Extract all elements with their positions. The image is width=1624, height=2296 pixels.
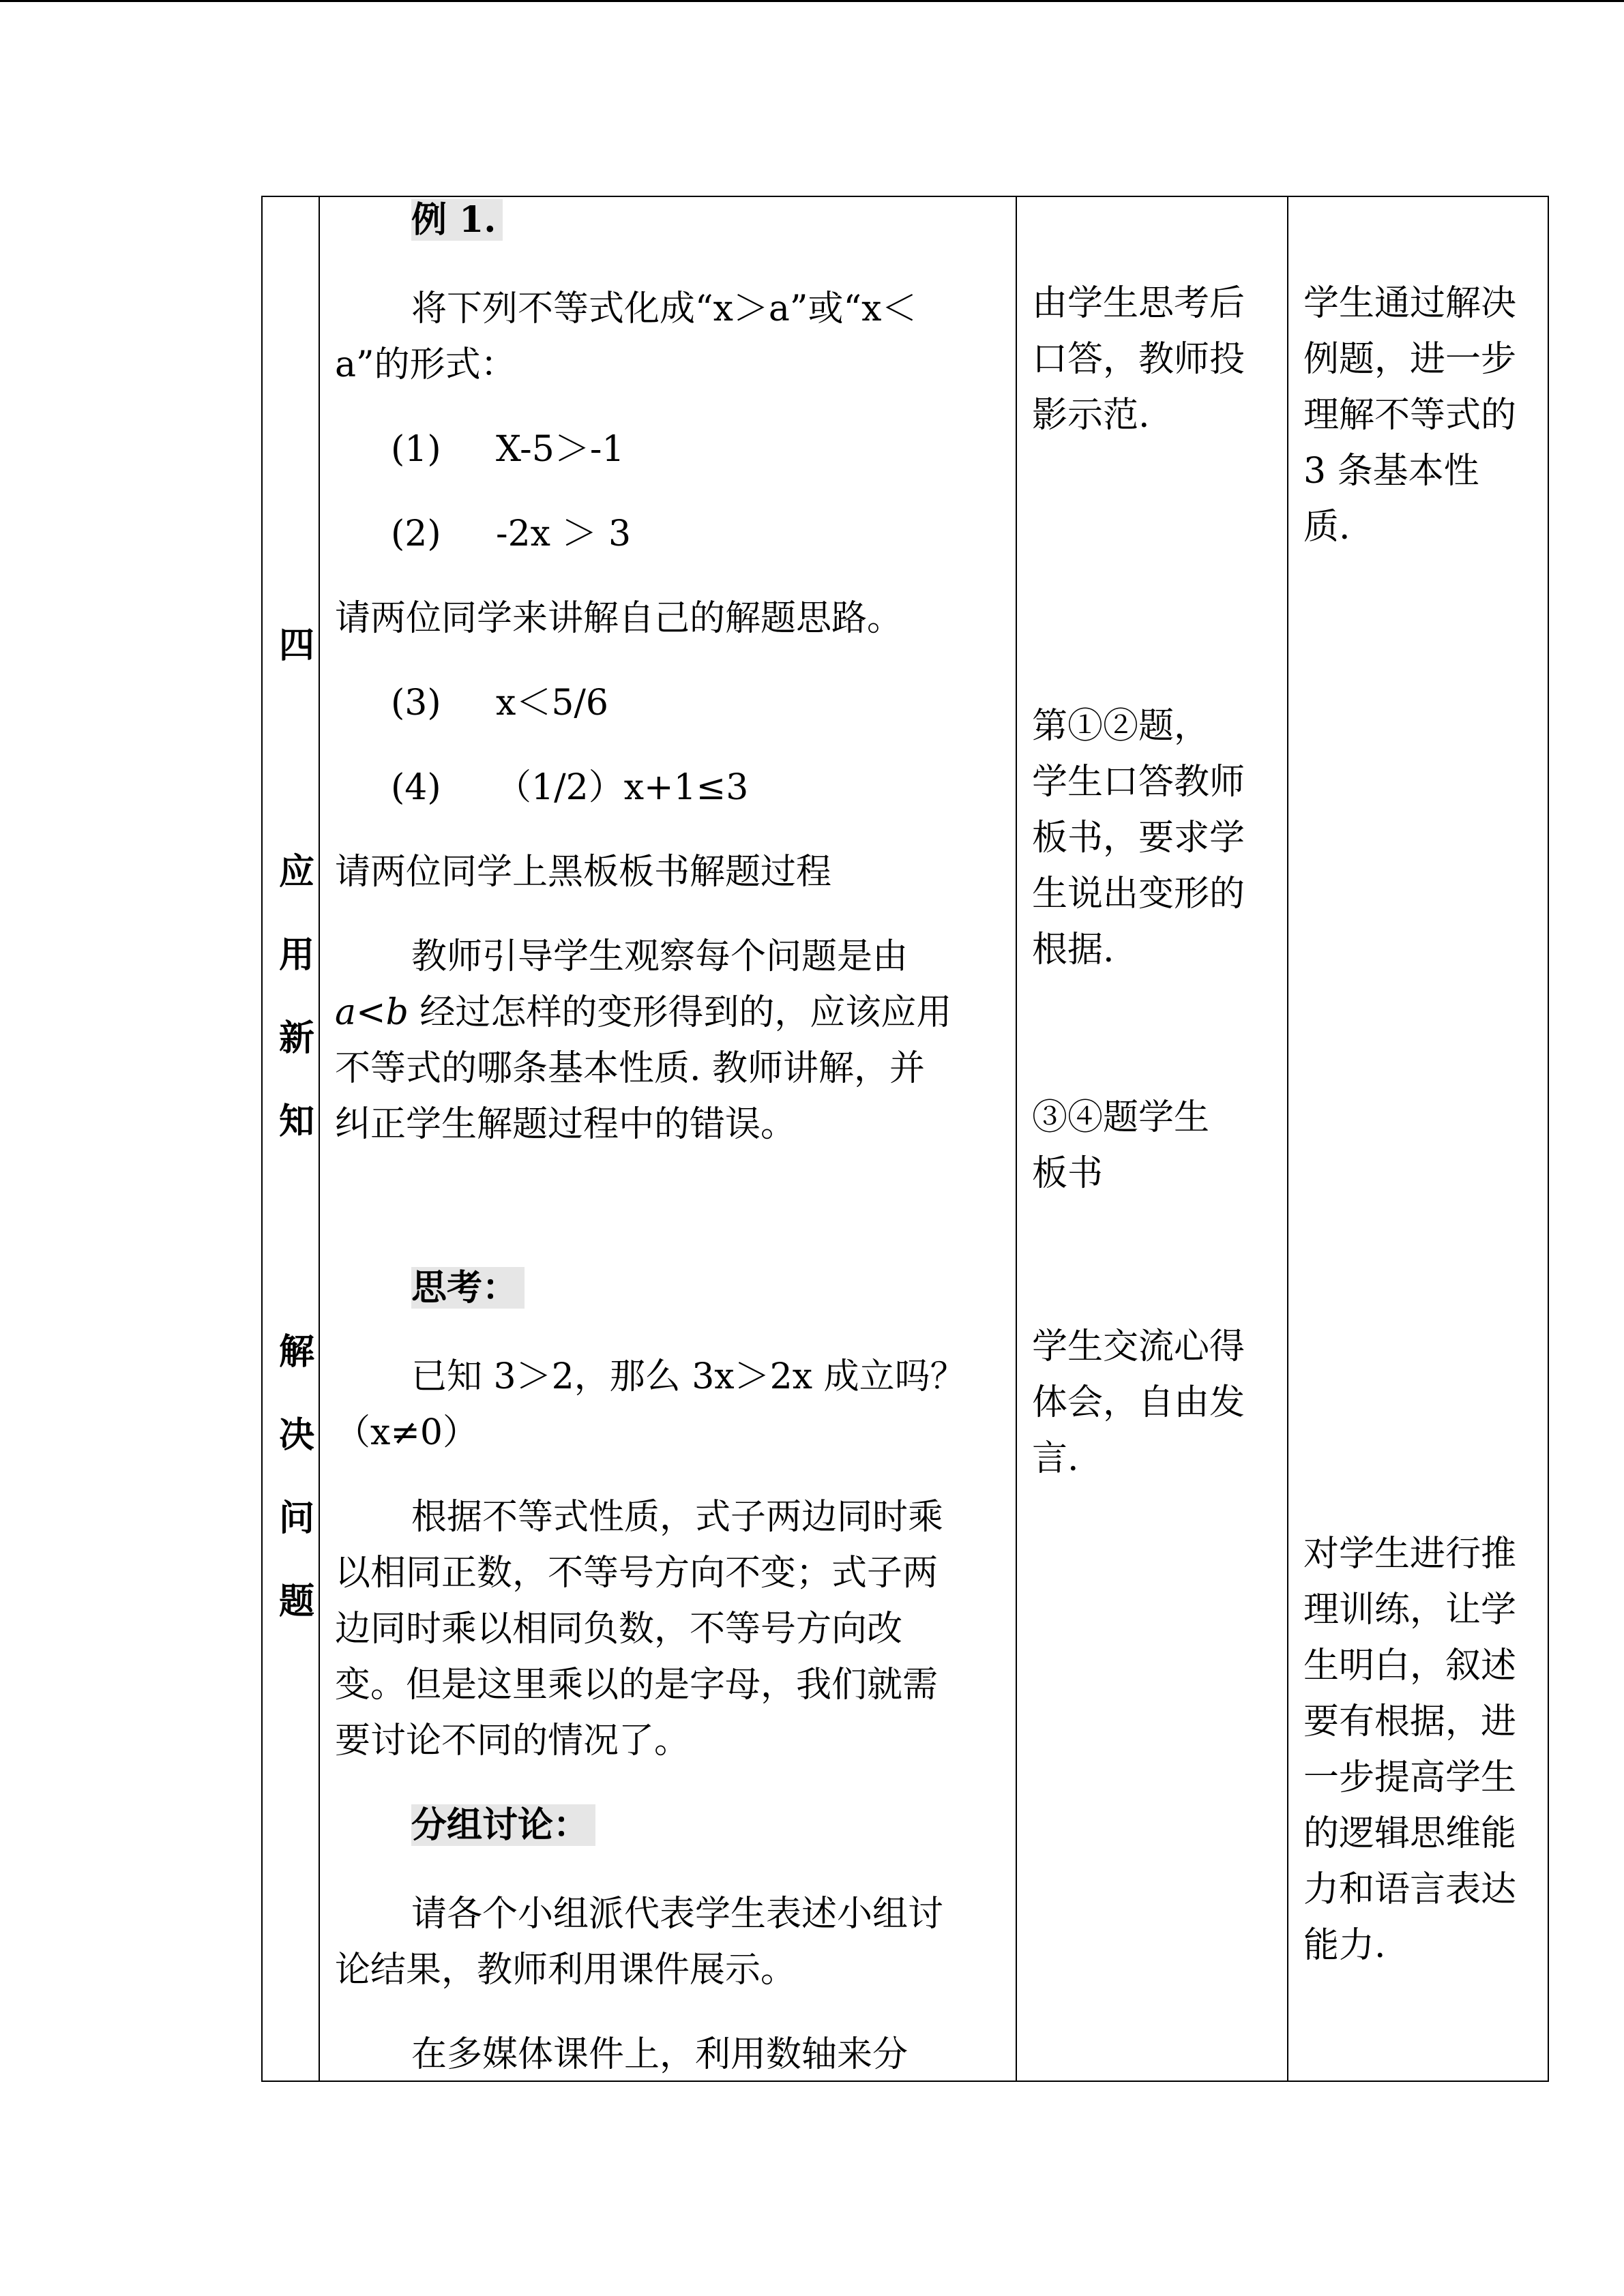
item-expression: x＜5/6 (496, 683, 609, 724)
think-text: （x≠0） (335, 1412, 478, 1453)
property-text: 边同时乘以相同负数，不等号方向改 (335, 1609, 903, 1650)
design-intent-text: 质. (1303, 507, 1350, 548)
guide-text-rest: 经过怎样的变形得到的，应该应用 (408, 992, 952, 1033)
student-activity-text: 体会，自由发 (1032, 1382, 1245, 1423)
guide-text: 教师引导学生观察每个问题是由 (411, 936, 909, 977)
student-activity-text: 言. (1032, 1438, 1079, 1479)
design-intent-text: 理解不等式的 (1303, 395, 1517, 436)
design-intent-text: 对学生进行推 (1303, 1534, 1517, 1575)
student-activity-text: 第①②题， (1032, 706, 1210, 747)
guide-text: 不等式的哪条基本性质. 教师讲解，并 (335, 1048, 926, 1089)
example-heading: 例 1. (411, 199, 503, 241)
inequality-symbol-text: a<b (335, 992, 409, 1033)
stage-char: 题 (279, 1581, 315, 1622)
item-number: (1) (391, 429, 441, 470)
stage-char: 知 (279, 1101, 315, 1142)
lesson-table (261, 196, 1549, 2082)
property-text: 根据不等式性质，式子两边同时乘 (411, 1497, 944, 1538)
column-divider (1287, 197, 1288, 2081)
stage-char: 用 (279, 934, 315, 976)
student-activity-text: 影示范. (1032, 395, 1150, 436)
property-text: 要讨论不同的情况了。 (335, 1720, 690, 1761)
intro-text: 将下列不等式化成“x＞a”或“x＜ (411, 288, 917, 329)
board-prompt: 请两位同学上黑板板书解题过程 (335, 852, 832, 893)
design-intent-text: 的逻辑思维能 (1303, 1813, 1517, 1854)
student-activity-text: 板书，要求学 (1032, 818, 1245, 859)
student-activity-text: 生说出变形的 (1032, 874, 1245, 914)
design-intent-text: 力和语言表达 (1303, 1869, 1517, 1910)
design-intent-text: 理训练，让学 (1303, 1590, 1517, 1630)
stage-char: 新 (279, 1017, 315, 1059)
column-divider (1016, 197, 1017, 2081)
top-rule (0, 0, 1624, 2)
group-text: 请各个小组派代表学生表述小组讨 (411, 1894, 944, 1935)
stage-char: 应 (279, 851, 315, 893)
guide-text (335, 984, 951, 1041)
item-number: (3) (391, 683, 441, 724)
student-activity-text: 学生交流心得 (1032, 1326, 1245, 1367)
student-activity-text: 根据. (1032, 929, 1114, 970)
student-activity-text: 由学生思考后 (1032, 283, 1245, 324)
explain-prompt: 请两位同学来讲解自己的解题思路。 (335, 598, 903, 639)
design-intent-text: 生明白，叙述 (1303, 1645, 1517, 1686)
design-intent-text: 要有根据，进 (1303, 1701, 1517, 1742)
intro-text: a”的形式： (335, 344, 516, 385)
item-expression: -2x ＞ 3 (496, 513, 632, 554)
think-text: 已知 3＞2，那么 3x＞2x 成立吗？ (411, 1356, 966, 1397)
stage-char: 问 (279, 1497, 315, 1539)
media-text: 在多媒体课件上，利用数轴来分 (411, 2034, 909, 2075)
student-activity-text: 口答，教师投 (1032, 339, 1245, 380)
item-expression: （1/2）x+1≤3 (496, 767, 749, 808)
design-intent-text: 例题，进一步 (1303, 339, 1517, 380)
design-intent-text: 3 条基本性 (1303, 451, 1479, 492)
column-divider (319, 197, 320, 2081)
property-text: 变。但是这里乘以的是字母，我们就需 (335, 1665, 939, 1705)
stage-char: 决 (279, 1414, 315, 1456)
stage-char: 解 (279, 1331, 315, 1373)
design-intent-text: 一步提高学生 (1303, 1757, 1517, 1798)
stage-char: 四 (279, 625, 315, 666)
think-heading: 思考： (411, 1267, 525, 1309)
group-text: 论结果，教师利用课件展示。 (335, 1950, 797, 1991)
guide-text: 纠正学生解题过程中的错误。 (335, 1104, 797, 1145)
design-intent-text: 学生通过解决 (1303, 283, 1517, 324)
property-text: 以相同正数，不等号方向不变；式子两 (335, 1553, 939, 1594)
design-intent-text: 能力. (1303, 1925, 1386, 1966)
student-activity-text: 学生口答教师 (1032, 762, 1245, 803)
group-discussion-heading: 分组讨论： (411, 1804, 595, 1846)
item-number: (4) (391, 767, 441, 808)
item-number: (2) (391, 513, 441, 554)
student-activity-text: 板书 (1032, 1153, 1104, 1194)
item-expression: X-5＞-1 (496, 429, 625, 470)
student-activity-text: ③④题学生 (1032, 1097, 1210, 1138)
